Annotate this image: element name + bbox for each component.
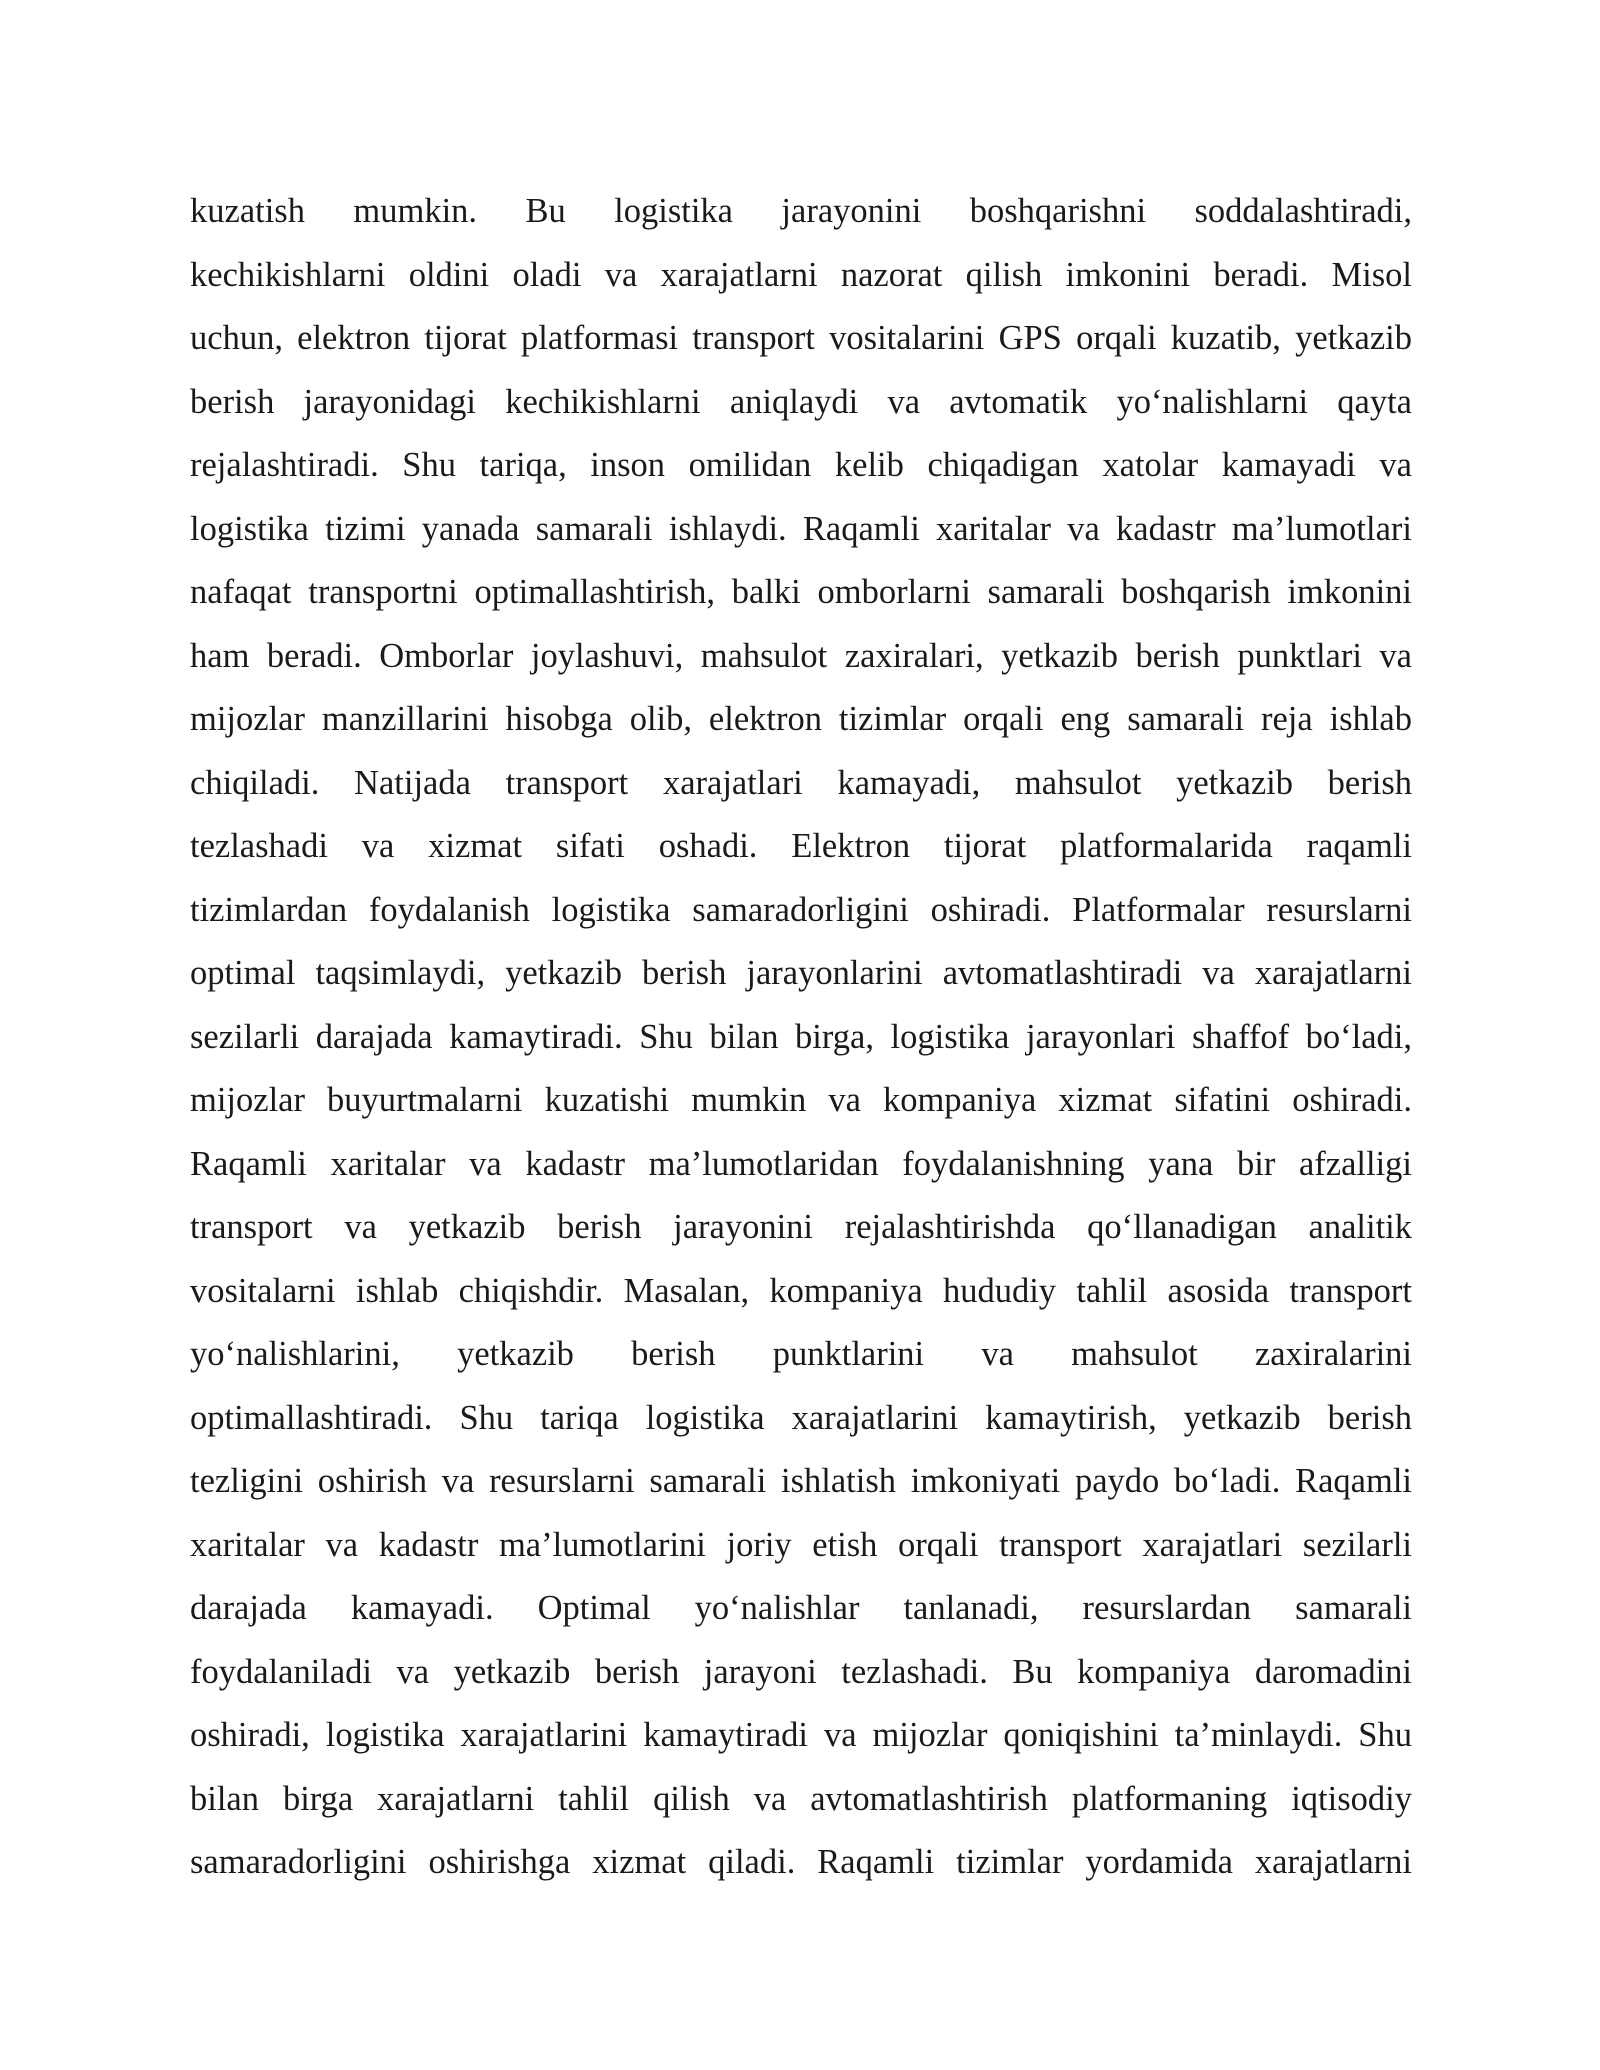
- text-line-24: foydalaniladi va yetkazib berish jarayoni tezlashadi. Bu kompaniya daromadini: [190, 1652, 1412, 1691]
- text-line-17: transport va yetkazib berish jarayonini rejalashtirishda qo‘llanadigan analitik: [190, 1208, 1412, 1246]
- text-line-23: darajada kamayadi. Optimal yo‘nalishlar tanlanadi, resurslardan samarali: [190, 1589, 1412, 1627]
- text-line-20: optimallashtiradi. Shu tariqa logistika xarajatlarini kamaytirish, yetkazib berish: [190, 1398, 1412, 1437]
- text-line-13: optimal taqsimlaydi, yetkazib berish jarayonlarini avtomatlashtiradi va xarajatlarni: [190, 954, 1412, 992]
- text-line-22: xaritalar va kadastr ma’lumotlarini joriy etish orqali transport xarajatlari sezilarli: [190, 1525, 1412, 1564]
- text-line-5: rejalashtiradi. Shu tariqa, inson omilidan kelib chiqadigan xatolar kamayadi va: [190, 446, 1412, 484]
- text-line-2: kechikishlarni oldini oladi va xarajatlarni nazorat qilish imkonini beradi. Misol: [190, 255, 1412, 294]
- body-paragraph: [190, 186, 1412, 1901]
- text-line-8: ham beradi. Omborlar joylashuvi, mahsulot zaxiralari, yetkazib berish punktlari va: [190, 636, 1412, 675]
- text-line-12: tizimlardan foydalanish logistika samaradorligini oshiradi. Platformalar resurslarni: [190, 890, 1412, 929]
- text-line-19: yo‘nalishlarini, yetkazib berish punktlarini va mahsulot zaxiralarini: [190, 1335, 1412, 1373]
- text-line-7: nafaqat transportni optimallashtirish, balki omborlarni samarali boshqarish imkonini: [190, 573, 1412, 611]
- text-line-1: kuzatish mumkin. Bu logistika jarayonini boshqarishni soddalashtiradi,: [190, 192, 1412, 230]
- text-line-27: samaradorligini oshirishga xizmat qiladi. Raqamli tizimlar yordamida xarajatlarni: [190, 1843, 1412, 1881]
- text-line-6: logistika tizimi yanada samarali ishlaydi. Raqamli xaritalar va kadastr ma’lumotlari: [190, 509, 1412, 548]
- text-line-3: uchun, elektron tijorat platformasi transport vositalarini GPS orqali kuzatib, yetkazib: [190, 319, 1412, 357]
- text-line-15: mijozlar buyurtmalarni kuzatishi mumkin va kompaniya xizmat sifatini oshiradi.: [190, 1081, 1412, 1119]
- text-line-10: chiqiladi. Natijada transport xarajatlari kamayadi, mahsulot yetkazib berish: [190, 763, 1412, 802]
- text-line-14: sezilarli darajada kamaytiradi. Shu bilan birga, logistika jarayonlari shaffof bo‘ladi,: [190, 1017, 1412, 1056]
- text-line-21: tezligini oshirish va resurslarni samarali ishlatish imkoniyati paydo bo‘ladi. Raqamli: [190, 1462, 1412, 1500]
- text-line-18: vositalarni ishlab chiqishdir. Masalan, kompaniya hududiy tahlil asosida transport: [190, 1271, 1412, 1310]
- text-line-26: bilan birga xarajatlarni tahlil qilish va avtomatlashtirish platformaning iqtisodiy: [190, 1779, 1412, 1818]
- text-line-16: Raqamli xaritalar va kadastr ma’lumotlaridan foydalanishning yana bir afzalligi: [190, 1144, 1412, 1183]
- text-line-11: tezlashadi va xizmat sifati oshadi. Elektron tijorat platformalarida raqamli: [190, 827, 1412, 865]
- text-line-25: oshiradi, logistika xarajatlarini kamaytiradi va mijozlar qoniqishini ta’minlaydi. Shu: [190, 1716, 1412, 1754]
- text-line-4: berish jarayonidagi kechikishlarni aniqlaydi va avtomatik yo‘nalishlarni qayta: [190, 382, 1412, 421]
- text-line-9: mijozlar manzillarini hisobga olib, elektron tizimlar orqali eng samarali reja ishlab: [190, 700, 1412, 738]
